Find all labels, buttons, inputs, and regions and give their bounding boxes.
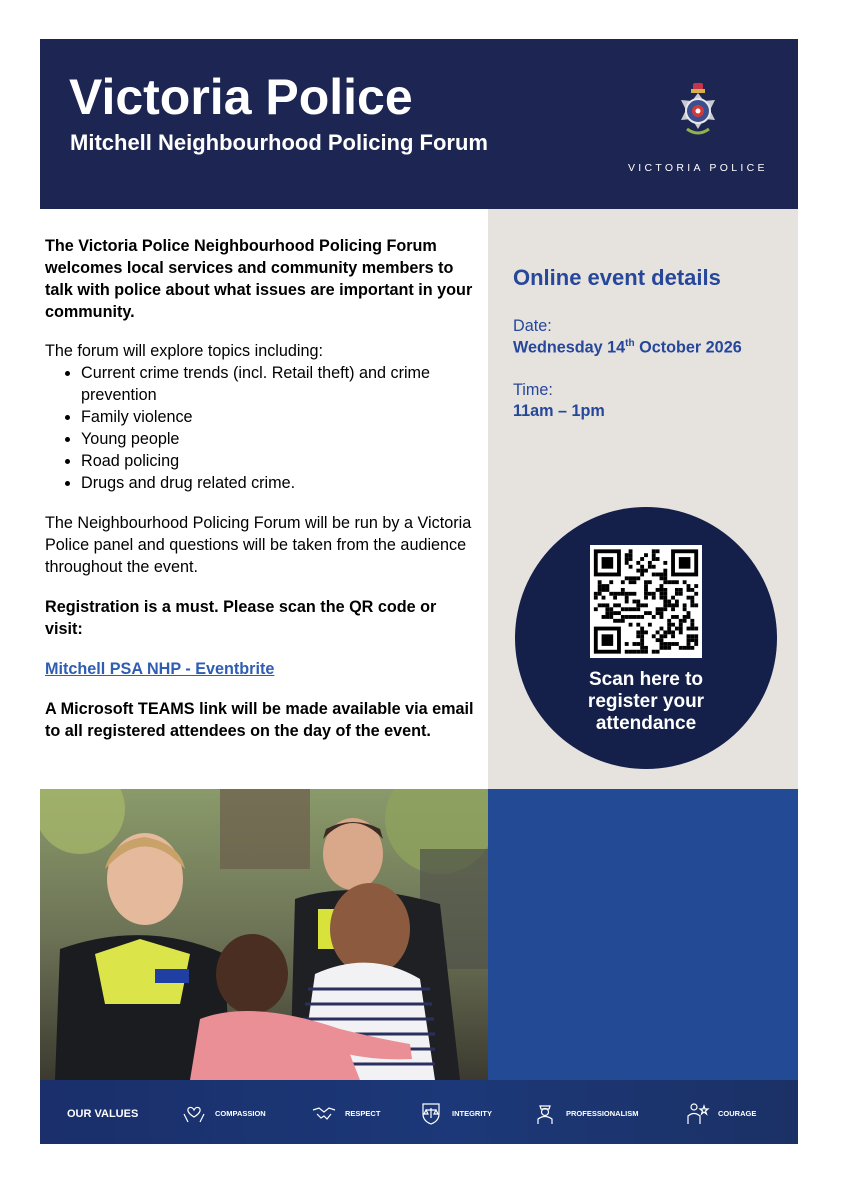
community-photo xyxy=(40,789,488,1080)
panel-text: The Neighbourhood Policing Forum will be run by a Victoria Police panel and questions will be taken from the audience throughout the event. xyxy=(45,514,472,576)
victoria-police-badge-icon xyxy=(667,79,729,141)
value-item-professionalism xyxy=(532,1100,639,1126)
blue-block xyxy=(488,789,798,1080)
scales-shield-icon xyxy=(418,1100,444,1126)
eventbrite-link[interactable]: Mitchell PSA NHP - Eventbrite xyxy=(45,660,275,678)
value-item-integrity xyxy=(418,1100,492,1126)
main-content xyxy=(45,235,477,742)
list-item: • Young people xyxy=(81,428,477,450)
page-title: Victoria Police xyxy=(69,69,413,125)
heart-hands-icon xyxy=(181,1100,207,1126)
topics-lead: The forum will explore topics including: xyxy=(45,342,324,360)
value-label: INTEGRITY xyxy=(452,1108,493,1118)
date-rest: October 2026 xyxy=(634,338,742,357)
value-item-respect xyxy=(311,1100,380,1126)
intro-text: The Victoria Police Neighbourhood Policing Forum welcomes local services and community members to talk with police about what issues are important in your community. xyxy=(45,237,473,321)
teams-note: A Microsoft TEAMS link will be made available via email to all registered attendees on the day of the event. xyxy=(45,700,474,740)
registration-text: Registration is a must. Please scan the QR code or visit: xyxy=(45,598,437,638)
topics-list xyxy=(45,362,477,494)
qr-code[interactable] xyxy=(590,545,702,658)
values-title: OUR VALUES xyxy=(67,1108,139,1120)
value-item-courage xyxy=(684,1100,756,1126)
time-value: 11am – 1pm xyxy=(513,402,605,420)
handshake-icon xyxy=(311,1100,337,1126)
logo-wordmark: VICTORIA POLICE xyxy=(628,162,768,174)
date-suffix: th xyxy=(625,338,635,349)
value-label: RESPECT xyxy=(345,1108,381,1118)
date-value xyxy=(513,338,742,357)
page-subtitle: Mitchell Neighbourhood Policing Forum xyxy=(70,130,488,155)
police-with-family-photo xyxy=(40,789,488,1080)
list-item: • Current crime trends (incl. Retail theft) and crime prevention xyxy=(81,362,477,406)
value-label: COURAGE xyxy=(718,1108,757,1118)
qr-caption xyxy=(515,669,777,735)
person-stars-icon xyxy=(684,1100,710,1126)
list-item: • Drugs and drug related crime. xyxy=(81,472,477,494)
values-footer xyxy=(40,1080,798,1144)
qr-callout xyxy=(515,507,777,769)
qr-caption-line: attendance xyxy=(595,713,697,734)
officer-icon xyxy=(532,1100,558,1126)
qr-caption-line: register your xyxy=(587,691,705,712)
header-banner xyxy=(40,39,798,209)
value-label: PROFESSIONALISM xyxy=(566,1108,639,1118)
event-details-heading: Online event details xyxy=(513,265,721,290)
qr-code-icon xyxy=(590,545,702,658)
value-item-compassion xyxy=(181,1100,266,1126)
qr-caption-line: Scan here to xyxy=(588,669,704,690)
value-label: COMPASSION xyxy=(215,1108,266,1118)
list-item: • Road policing xyxy=(81,450,477,472)
list-item: • Family violence xyxy=(81,406,477,428)
date-label: Date: xyxy=(513,317,552,335)
event-details-panel xyxy=(488,209,798,789)
date-day: Wednesday 14 xyxy=(513,338,626,357)
time-label: Time: xyxy=(513,381,553,399)
